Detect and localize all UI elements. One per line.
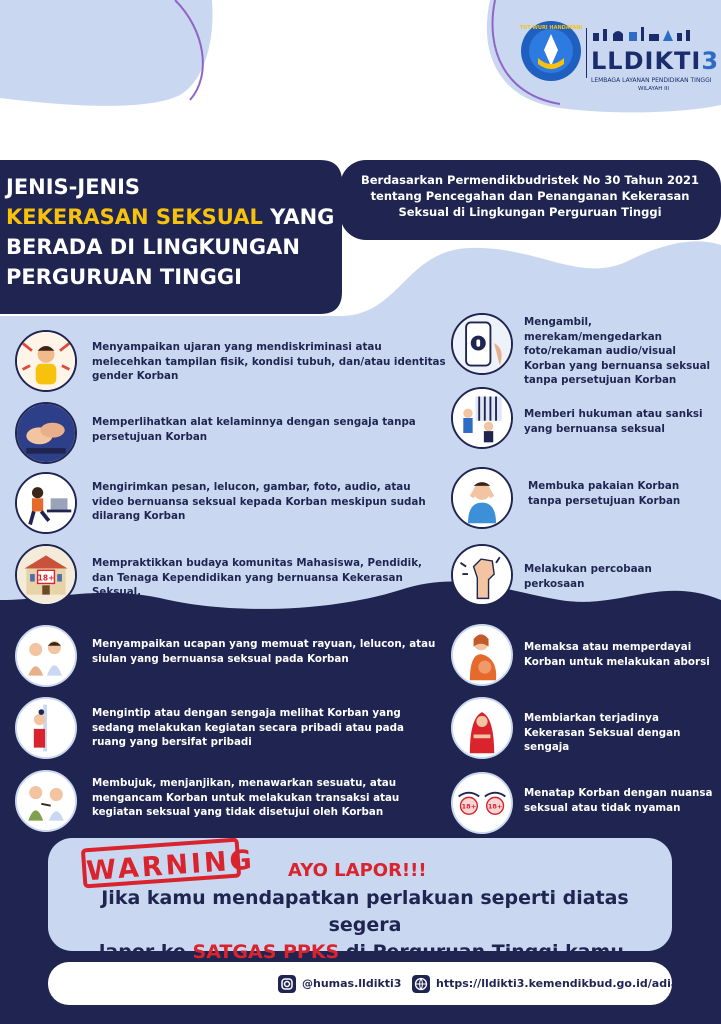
instagram-icon bbox=[278, 975, 296, 993]
left-item-3-line3: dilarang Korban bbox=[92, 510, 186, 522]
covered-person-icon bbox=[451, 467, 513, 529]
left-item-2 bbox=[92, 415, 416, 444]
logo-divider bbox=[586, 28, 587, 78]
tut-wuri-logo bbox=[520, 20, 582, 82]
left-item-1-line3: gender Korban bbox=[92, 370, 179, 382]
pregnant-woman-icon bbox=[451, 624, 513, 686]
top-left-blob bbox=[0, 0, 213, 106]
left-item-3 bbox=[92, 480, 426, 524]
angry-person-icon bbox=[15, 330, 77, 392]
instagram-handle[interactable]: @humas.lldikti3 bbox=[302, 977, 402, 990]
right-item-6-line3: sengaja bbox=[524, 741, 570, 753]
logo-seal-text: TUT WURI HANDAYANI bbox=[520, 25, 582, 31]
staring-eyes-icon bbox=[451, 772, 513, 834]
satgas-highlight: SATGAS PPKS bbox=[192, 941, 340, 963]
campus-building-icon bbox=[15, 544, 77, 606]
punishment-icon bbox=[451, 387, 513, 449]
left-item-1-line2: melecehkan tampilan fisik, kondisi tubuh, dan/atau identitas bbox=[92, 355, 446, 368]
right-item-6 bbox=[524, 711, 680, 755]
person-at-computer-icon bbox=[15, 472, 77, 534]
title-line1: JENIS-JENIS bbox=[6, 175, 141, 199]
right-item-3-line2: tanpa persetujuan Korban bbox=[528, 494, 681, 507]
right-item-3-line1: Membuka pakaian Korban bbox=[528, 480, 680, 492]
left-item-3-line2: video bernuansa seksual kepada Korban meskipun sudah bbox=[92, 495, 426, 508]
warning-line1: Jika kamu mendapatkan perlakuan seperti diatas segera bbox=[101, 887, 629, 936]
left-item-6-line1: Mengintip atau dengan sengaja melihat Korban yang bbox=[92, 707, 401, 719]
left-item-6-line3: ruang yang bersifat pribadi bbox=[92, 736, 252, 748]
left-item-1 bbox=[92, 340, 446, 384]
logo-brand-number: 3 bbox=[701, 47, 720, 75]
regulation-line2: tentang Pencegahan dan Penanganan Kekerasan bbox=[370, 189, 690, 203]
logo-brand: LLDIKTI bbox=[591, 47, 702, 75]
right-item-2-line2: yang bernuansa seksual bbox=[524, 422, 665, 435]
right-item-1-line4: Korban yang bernuansa seksual bbox=[524, 359, 711, 372]
ayo-lapor-text: AYO LAPOR!!! bbox=[288, 860, 427, 881]
right-item-1-line2: merekam/mengedarkan bbox=[524, 330, 662, 343]
right-item-2 bbox=[524, 407, 703, 436]
left-item-2-line2: persetujuan Korban bbox=[92, 430, 208, 443]
title-line3: BERADA DI LINGKUNGAN bbox=[6, 235, 300, 259]
left-item-5 bbox=[92, 637, 435, 666]
left-item-5-line1: Menyampaikan ucapan yang memuat rayuan, lelucon, atau bbox=[92, 638, 436, 650]
right-item-7 bbox=[524, 786, 712, 815]
left-item-4-line1: Mempraktikkan budaya komunitas Mahasiswa, Pendidik, bbox=[92, 557, 422, 569]
regulation-line1: Berdasarkan Permendikbudristek No 30 Tahun 2021 bbox=[360, 173, 700, 187]
right-item-3 bbox=[528, 479, 680, 508]
people-talking-icon bbox=[15, 625, 77, 687]
logo-line1: LEMBAGA LAYANAN PENDIDIKAN TINGGI bbox=[591, 77, 712, 84]
campus-badge-label: 18+ bbox=[37, 573, 55, 583]
warning-message bbox=[70, 885, 660, 966]
left-item-1-line1: Menyampaikan ujaran yang mendiskriminasi atau bbox=[92, 341, 382, 353]
right-item-1-line1: Mengambil, bbox=[524, 316, 592, 328]
left-item-4-line2: dan Tenaga Kependidikan yang bernuansa Kekerasan bbox=[92, 571, 403, 584]
persuading-people-icon bbox=[15, 770, 77, 832]
regulation-text bbox=[340, 172, 720, 220]
right-item-5-line2: Korban untuk melakukan aborsi bbox=[524, 655, 710, 668]
logo-line2: WILAYAH III bbox=[637, 86, 670, 92]
phone-recording-icon bbox=[451, 313, 513, 375]
warning-stamp: WARNING bbox=[81, 838, 241, 889]
right-item-1 bbox=[524, 315, 710, 388]
title-line4: PERGURUAN TINGGI bbox=[6, 265, 242, 289]
right-item-4-line2: perkosaan bbox=[524, 577, 585, 590]
right-eye-label: 18+ bbox=[487, 802, 503, 811]
title-line2-rest: YANG bbox=[262, 205, 335, 229]
left-item-7-line1: Membujuk, menjanjikan, menawarkan sesuatu, atau bbox=[92, 777, 397, 789]
right-item-7-line1: Menatap Korban dengan nuansa bbox=[524, 787, 713, 799]
warning-line2-pre: lapor ke bbox=[98, 941, 193, 963]
right-item-4-line1: Melakukan percobaan bbox=[524, 563, 652, 575]
right-item-4 bbox=[524, 562, 652, 591]
left-item-6-line2: sedang melakukan kegiatan secara pribadi atau pada bbox=[92, 721, 404, 734]
website-link[interactable]: https://lldikti3.kemendikbud.go.id/adia/ bbox=[436, 977, 683, 990]
right-item-6-line2: Kekerasan Seksual dengan bbox=[524, 726, 681, 739]
left-item-3-line1: Mengirimkan pesan, lelucon, gambar, foto, audio, atau bbox=[92, 481, 411, 493]
distressed-woman-icon bbox=[451, 697, 513, 759]
regulation-line3: Seksual di Lingkungan Perguruan Tinggi bbox=[398, 205, 662, 219]
right-item-2-line1: Memberi hukuman atau sanksi bbox=[524, 408, 703, 420]
left-item-2-line1: Memperlihatkan alat kelaminnya dengan sengaja tanpa bbox=[92, 416, 416, 428]
lldikti-logo bbox=[591, 26, 720, 93]
right-item-1-line5: tanpa persetujuan Korban bbox=[524, 374, 677, 386]
left-item-7-line3: kegiatan seksual yang tidak disetujui oleh Korban bbox=[92, 806, 384, 818]
right-item-7-line2: seksual atau tidak nyaman bbox=[524, 801, 681, 814]
right-item-6-line1: Membiarkan terjadinya bbox=[524, 712, 659, 724]
raised-fist-icon bbox=[451, 544, 513, 606]
globe-icon bbox=[412, 975, 430, 993]
title-highlight: KEKERASAN SEKSUAL bbox=[6, 205, 263, 229]
warning-line2-post: di Perguruan Tinggi kamu. bbox=[339, 941, 632, 963]
left-item-5-line2: siulan yang bernuansa seksual pada Korban bbox=[92, 652, 349, 665]
peeping-person-icon bbox=[15, 697, 77, 759]
left-item-4-line3: Seksual. bbox=[92, 586, 142, 598]
right-item-5 bbox=[524, 640, 710, 669]
left-eye-label: 18+ bbox=[461, 802, 477, 811]
hands-touching-icon bbox=[15, 402, 77, 464]
left-item-4 bbox=[92, 556, 422, 600]
right-item-1-line3: foto/rekaman audio/visual bbox=[524, 345, 676, 357]
right-item-5-line1: Memaksa atau memperdayai bbox=[524, 641, 692, 653]
left-item-7 bbox=[92, 776, 399, 820]
left-item-7-line2: mengancam Korban untuk melakukan transaksi atau bbox=[92, 791, 400, 804]
left-item-6 bbox=[92, 706, 404, 750]
city-skyline-icon bbox=[591, 27, 711, 41]
page-title bbox=[6, 172, 336, 292]
